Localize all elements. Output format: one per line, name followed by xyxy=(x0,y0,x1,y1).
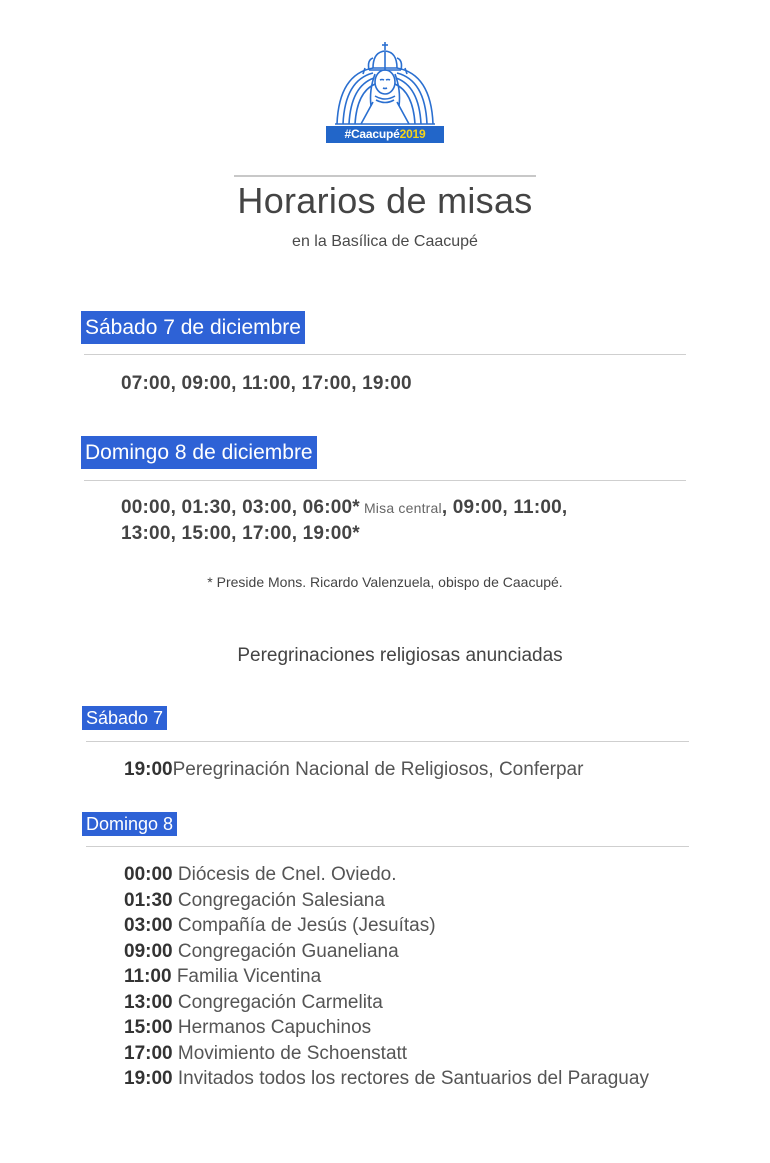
caacupe-logo xyxy=(325,40,445,146)
pilgrimage-list-domingo xyxy=(124,862,684,1092)
pilgrimage-time: 13:00 xyxy=(124,991,173,1013)
pilgrimage-desc: Movimiento de Schoenstatt xyxy=(172,1042,408,1064)
virgin-of-caacupe-icon xyxy=(333,40,437,126)
pilgrimage-desc: Congregación Salesiana xyxy=(172,889,385,911)
misa-central-note: Misa central xyxy=(359,500,442,516)
pilgrimage-desc: Congregación Guaneliana xyxy=(172,940,399,962)
pilgrimage-day-sabado: Sábado 7 xyxy=(82,706,167,730)
pilgrimage-time: 11:00 xyxy=(124,966,172,987)
pilgrimage-desc: Hermanos Capuchinos xyxy=(172,1017,372,1038)
list-item xyxy=(124,1015,684,1041)
divider xyxy=(84,354,686,355)
pilgrimage-desc: Congregación Carmelita xyxy=(172,991,383,1013)
mass-times-part2: , 09:00, 11:00, xyxy=(441,497,568,518)
pilgrimage-time: 19:00 xyxy=(124,1068,173,1089)
footnote: * Preside Mons. Ricardo Valenzuela, obispo de Caacupé. xyxy=(207,574,563,590)
mass-times-domingo xyxy=(121,495,681,547)
pilgrimage-time: 09:00 xyxy=(124,940,173,962)
hashtag-text: #Caacupé xyxy=(344,127,400,141)
page-title: Horarios de misas xyxy=(237,180,533,221)
hashtag-year: 2019 xyxy=(399,127,426,141)
list-item xyxy=(124,990,684,1016)
pilgrimage-desc: Invitados todos los rectores de Santuarios del Paraguay xyxy=(172,1068,649,1089)
pilgrimage-day-domingo: Domingo 8 xyxy=(82,812,177,836)
list-item xyxy=(124,913,684,939)
pilgrimage-time: 15:00 xyxy=(124,1017,173,1038)
divider xyxy=(86,741,689,742)
pilgrimage-desc: Diócesis de Cnel. Oviedo. xyxy=(172,864,397,885)
pilgrimage-desc: Compañía de Jesús (Jesuítas) xyxy=(172,915,436,936)
day-heading-domingo: Domingo 8 de diciembre xyxy=(81,436,317,469)
pilgrimage-desc: Peregrinación Nacional de Religiosos, Conferpar xyxy=(172,759,584,780)
pilgrimage-list-sabado xyxy=(124,757,684,783)
list-item xyxy=(124,1041,684,1067)
pilgrimages-title: Peregrinaciones religiosas anunciadas xyxy=(237,645,563,666)
list-item xyxy=(124,888,684,914)
mass-times-sabado: 07:00, 09:00, 11:00, 17:00, 19:00 xyxy=(121,373,412,394)
list-item xyxy=(124,1066,684,1092)
pilgrimage-time: 01:30 xyxy=(124,889,173,911)
title-divider xyxy=(234,175,536,177)
pilgrimage-time: 19:00 xyxy=(124,759,173,780)
mass-times-line2: 13:00, 15:00, 17:00, 19:00* xyxy=(121,523,360,544)
list-item xyxy=(124,964,684,990)
divider xyxy=(86,846,689,847)
pilgrimage-time: 17:00 xyxy=(124,1042,173,1064)
list-item xyxy=(124,939,684,965)
hashtag-badge xyxy=(326,126,444,143)
page-subtitle: en la Basílica de Caacupé xyxy=(292,233,478,250)
list-item xyxy=(124,757,684,783)
day-heading-sabado: Sábado 7 de diciembre xyxy=(81,311,305,344)
pilgrimage-desc: Familia Vicentina xyxy=(171,966,322,987)
pilgrimage-time: 00:00 xyxy=(124,864,173,885)
pilgrimage-time: 03:00 xyxy=(124,915,173,936)
divider xyxy=(84,480,686,481)
mass-times-part1: 00:00, 01:30, 03:00, 06:00* xyxy=(121,497,360,518)
list-item xyxy=(124,862,684,888)
